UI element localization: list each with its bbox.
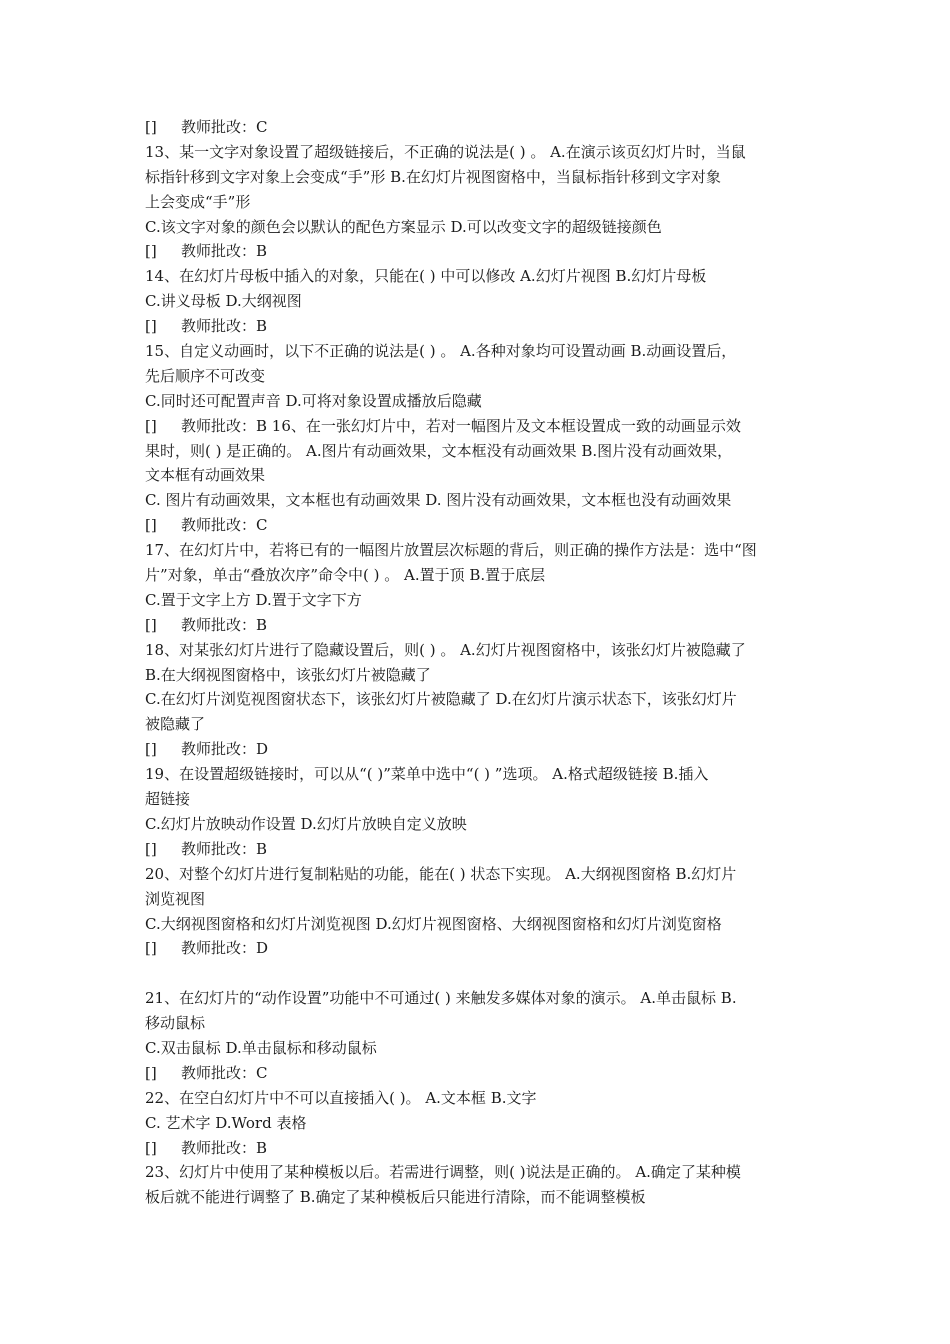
line-text: 13、某一文字对象设置了超级链接后，不正确的说法是( ) 。 A.在演示该页幻灯片时，当鼠 [145,142,746,161]
line-text: 20、对整个幻灯片进行复制粘贴的功能，能在( ) 状态下实现。 A.大纲视图窗格 B.幻灯片 [145,864,737,883]
grading-line [145,1061,813,1086]
text-line [145,638,813,663]
grading-line [145,837,813,862]
text-line [145,389,813,414]
text-line [145,190,813,215]
text-line [145,887,813,912]
answer-bracket: [] [145,118,157,136]
answer-bracket: [] [145,615,157,634]
teacher-comment: 教师批改：B [181,1138,268,1157]
line-text: 14、在幻灯片母板中插入的对象，只能在( ) 中可以修改 A.幻灯片视图 B.幻灯片母板 [145,267,707,286]
line-text: 超链接 [145,790,191,809]
text-line [145,488,813,513]
text-line [145,762,813,787]
text-line [145,364,813,389]
line-text: 标指针移到文字对象上会变成“手”形 B.在幻灯片视图窗格中，当鼠标指针移到文字对象 [145,167,721,186]
answer-bracket: [] [145,839,157,858]
teacher-comment: 教师批改：B [181,839,268,858]
document-body [145,115,813,1210]
line-text: 被隐藏了 [145,715,206,734]
line-text: C.该文字对象的颜色会以默认的配色方案显示 D.可以改变文字的超级链接颜色 [145,217,662,236]
line-text: C. 艺术字 D.Word 表格 [145,1113,307,1132]
line-text: 板后就不能进行调整了 B.确定了某种模板后只能进行清除，而不能调整模板 [145,1188,646,1207]
text-line [145,439,813,464]
grading-line [145,513,813,538]
line-text: 19、在设置超级链接时，可以从“( )”菜单中选中“( ) ”选项。 A.格式超级链接 B.插入 [145,765,709,784]
teacher-comment: 教师批改：B [181,615,268,634]
grading-line [145,314,813,339]
answer-bracket: [] [145,242,157,261]
line-text: C.幻灯片放映动作设置 D.幻灯片放映自定义放映 [145,814,467,833]
text-line [145,140,813,165]
text-line [145,339,813,364]
line-text: 移动鼠标 [145,1014,206,1033]
text-line [145,215,813,240]
teacher-comment: 教师批改：B [181,317,268,336]
line-text: 23、幻灯片中使用了某种模板以后。若需进行调整，则( )说法是正确的。 A.确定了某种模 [145,1163,741,1182]
line-text: 22、在空白幻灯片中不可以直接插入( )。 A.文本框 B.文字 [145,1088,537,1107]
line-text: 浏览视图 [145,889,206,908]
text-line [145,1185,813,1210]
line-text: 文本框有动画效果 [145,466,266,485]
answer-bracket: [] [145,1063,157,1082]
text-line [145,986,813,1011]
teacher-comment: 教师批改：C [181,118,268,136]
text-line [145,712,813,737]
grading-line [145,239,813,264]
text-line [145,862,813,887]
blank-line [145,961,813,986]
text-line [145,812,813,837]
text-line [145,687,813,712]
answer-bracket: [] [145,939,157,958]
line-text: C.置于文字上方 D.置于文字下方 [145,590,362,609]
teacher-comment: 教师批改：C [181,1063,268,1082]
text-line [145,588,813,613]
text-line [145,289,813,314]
text-line [145,1011,813,1036]
text-line [145,1086,813,1111]
answer-bracket: [] [145,516,157,535]
line-text: C.同时还可配置声音 D.可将对象设置成播放后隐藏 [145,391,482,410]
line-text: 上会变成“手”形 [145,192,251,211]
grading-line [145,414,813,439]
answer-bracket: [] [145,416,157,435]
line-text: C.双击鼠标 D.单击鼠标和移动鼠标 [145,1038,377,1057]
teacher-comment: 教师批改：D [181,740,269,759]
line-text: C.在幻灯片浏览视图窗状态下，该张幻灯片被隐藏了 D.在幻灯片演示状态下，该张幻灯片 [145,690,737,709]
grading-line [145,737,813,762]
text-line [145,563,813,588]
text-line [145,538,813,563]
answer-bracket: [] [145,1138,157,1157]
grading-line [145,115,813,140]
line-text: 果时，则( ) 是正确的。 A.图片有动画效果，文本框没有动画效果 B.图片没有动画效果， [145,441,733,460]
text-line [145,1036,813,1061]
line-text: C. 图片有动画效果，文本框也有动画效果 D. 图片没有动画效果，文本框也没有动画效果 [145,491,732,510]
text-line [145,165,813,190]
teacher-comment: 教师批改：B 16、在一张幻灯片中，若对一幅图片及文本框设置成一致的动画显示效 [181,416,741,435]
line-text: 片”对象，单击“叠放次序”命令中( ) 。 A.置于顶 B.置于底层 [145,566,546,585]
line-text: B.在大纲视图窗格中，该张幻灯片被隐藏了 [145,665,431,684]
line-text: C.讲义母板 D.大纲视图 [145,292,302,311]
text-line [145,463,813,488]
teacher-comment: 教师批改：B [181,242,268,261]
teacher-comment: 教师批改：D [181,939,269,958]
answer-bracket: [] [145,740,157,759]
grading-line [145,1136,813,1161]
text-line [145,787,813,812]
text-line [145,663,813,688]
grading-line [145,936,813,961]
line-text: 21、在幻灯片的“动作设置”功能中不可通过( ) 来触发多媒体对象的演示。 A.单击鼠标 B. [145,989,737,1008]
line-text: 18、对某张幻灯片进行了隐藏设置后，则( ) 。 A.幻灯片视图窗格中，该张幻灯片被隐藏了 [145,640,746,659]
teacher-comment: 教师批改：C [181,516,268,535]
answer-bracket: [] [145,317,157,336]
grading-line [145,613,813,638]
line-text: 17、在幻灯片中，若将已有的一幅图片放置层次标题的背后，则正确的操作方法是：选中“图 [145,541,757,560]
text-line [145,912,813,937]
line-text: 15、自定义动画时，以下不正确的说法是( ) 。 A.各种对象均可设置动画 B.动画设置后， [145,342,737,361]
text-line [145,1111,813,1136]
line-text: C.大纲视图窗格和幻灯片浏览视图 D.幻灯片视图窗格、大纲视图窗格和幻灯片浏览窗格 [145,914,722,933]
text-line [145,264,813,289]
line-text: 先后顺序不可改变 [145,366,266,385]
text-line [145,1160,813,1185]
